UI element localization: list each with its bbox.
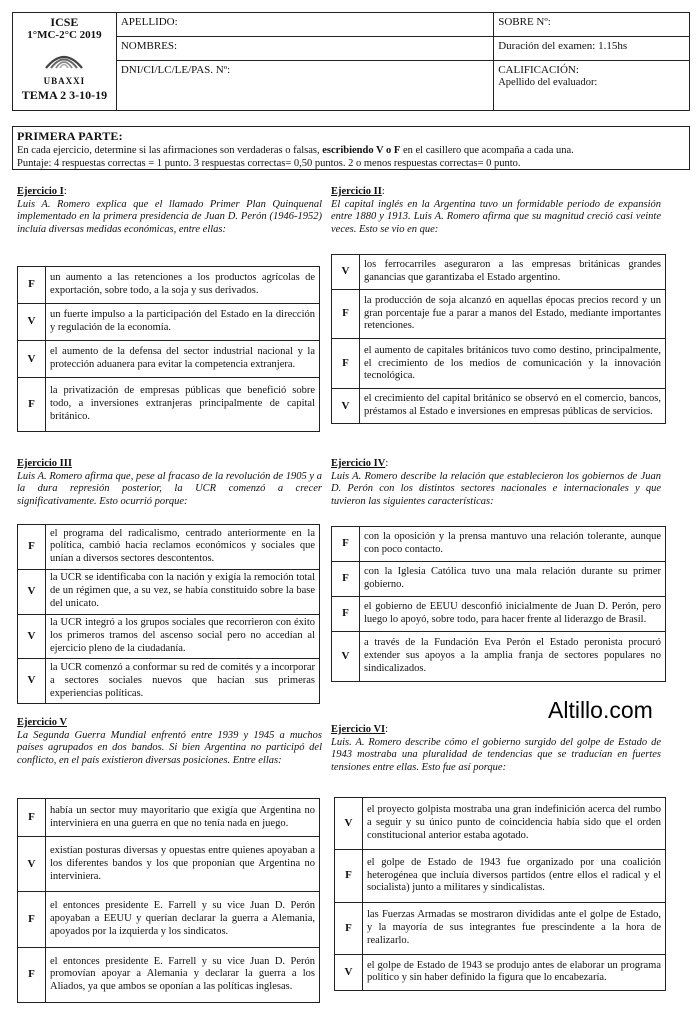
exercise-intro: La Segunda Guerra Mundial enfrentó entre 1939 y 1945 a muchos países agrupados en dos bandos. Si bien Argentina no participó del conflicto, en el país existieron diversas posiciones. Entre ellas: — [17, 729, 322, 766]
instructions-box — [12, 126, 690, 170]
site-watermark: Altillo.com — [548, 697, 653, 723]
answer-cell[interactable]: F — [332, 596, 360, 631]
statement-cell: con la oposición y la prensa mantuvo una relación tolerante, aunque con poco contacto. — [360, 527, 666, 562]
answer-cell[interactable]: V — [332, 631, 360, 681]
dni-field[interactable] — [116, 61, 493, 111]
apellido-label: APELLIDO: — [120, 16, 178, 28]
table-row — [335, 954, 666, 990]
answer-cell[interactable]: V — [18, 837, 46, 892]
answer-cell[interactable]: F — [332, 561, 360, 596]
statement-cell: la producción de soja alcanzó en aquellas épocas precios record y un gran porcentaje fue a parar a manos del Estado, mediante importantes retenciones. — [360, 289, 666, 339]
exercise-intro: Luis A. Romero explica que el llamado Primer Plan Quinquenal implementado en la primera presidencia de Juan D. Perón (1946-1952) incluía diversas medidas económicas, entre ellas: — [17, 198, 322, 235]
table-row — [18, 799, 320, 837]
table-row — [18, 614, 320, 659]
statement-cell: con la Iglesia Católica tuvo una mala relación durante su primer gobierno. — [360, 561, 666, 596]
exercise-title: Ejercicio II — [331, 186, 382, 197]
answer-cell[interactable]: V — [18, 341, 46, 378]
statement-cell: el programa del radicalismo, centrado anteriormente en la política, cambió hacia reclamos económicos y sociales que unían a diversos sectores descontentos. — [46, 525, 320, 570]
instructions-text-end: en el casillero que acompaña a cada una. — [400, 145, 574, 156]
answer-cell[interactable]: F — [18, 267, 46, 304]
statement-cell: los ferrocarriles aseguraron a las empresas británicas grandes ganancias que garantizaba el Estado argentino. — [360, 255, 666, 290]
statement-cell: las Fuerzas Armadas se mostraron divididas ante el golpe de Estado, y la mayoría de sus integrantes fue prescindente a la hora de realizarlo. — [363, 902, 666, 954]
table-row — [332, 255, 666, 290]
evaluador-label: Apellido del evaluador: — [498, 77, 598, 89]
statement-cell: había un sector muy mayoritario que exigía que Argentina no interviniera en una guerra en que no tenía nada en juego. — [46, 799, 320, 837]
table-row — [18, 378, 320, 432]
statement-cell: la UCR se identificaba con la nación y exigía la remoción total de un régimen que, a su vez, se había constituido sobre la base del unicato. — [46, 569, 320, 614]
table-row — [18, 947, 320, 1002]
answer-cell[interactable]: F — [335, 850, 363, 902]
statement-cell: un fuerte impulso a la participación del Estado en la dirección y regulación de la economía. — [46, 304, 320, 341]
exam-header — [12, 12, 690, 111]
exercise-6-table — [334, 797, 666, 991]
exercise-title: Ejercicio I — [17, 186, 64, 197]
exercise-1-header: Ejercicio I: Luis A. Romero explica que el llamado Primer Plan Quinquenal implementado en la primera presidencia de Juan D. Perón (1946-1952) incluía diversas medidas económicas, entre ellas: — [17, 186, 322, 235]
exercise-1-table — [17, 266, 320, 432]
exercise-2-header: Ejercicio II: El capital inglés en la Argentina tuvo un formidable periodo de expansión entre 1880 y 1913. Luis A. Romero afirma que su magnitud creció casi veinte veces. Esto se vio en que: — [331, 186, 661, 235]
statement-cell: existían posturas diversas y opuestas entre quienes apoyaban a los diferentes bandos y los que proponían que Argentina no interviniera. — [46, 837, 320, 892]
statement-cell: un aumento a las retenciones a los productos agrícolas de exportación, sobre todo, a la soja y sus derivados. — [46, 267, 320, 304]
table-row — [18, 304, 320, 341]
table-row — [18, 569, 320, 614]
nombres-field[interactable] — [116, 37, 493, 61]
exercise-2-table — [331, 254, 666, 424]
answer-cell[interactable]: F — [332, 289, 360, 339]
exercise-title: Ejercicio V — [17, 717, 68, 728]
statement-cell: la UCR comenzó a conformar su red de comités y a incorporar a sectores sociales nuevos que hacían sus primeras experiencias políticas. — [46, 659, 320, 704]
table-row — [335, 850, 666, 902]
brand-name: UBAXXI — [43, 75, 86, 86]
exercise-intro: El capital inglés en la Argentina tuvo un formidable periodo de expansión entre 1880 y 1913. Luis A. Romero afirma que su magnitud creció casi veinte veces. Esto se vio en que: — [331, 198, 661, 235]
institution-name: ICSE — [50, 15, 79, 29]
statement-cell: el aumento de la defensa del sector industrial nacional y la protección aduanera para evitar la competencia extranjera. — [46, 341, 320, 378]
table-row — [335, 798, 666, 850]
statement-cell: el golpe de Estado de 1943 fue organizado por una coalición heterogénea que incluía diversos partidos (entre ellos el radical y el socialista) junto a militares y sindicalistas. — [363, 850, 666, 902]
table-row — [18, 659, 320, 704]
exam-tema: TEMA 2 3-10-19 — [21, 88, 108, 103]
instructions-title: PRIMERA PARTE: — [17, 129, 123, 143]
answer-cell[interactable]: F — [18, 378, 46, 432]
table-row — [332, 389, 666, 424]
answer-cell[interactable]: F — [18, 892, 46, 947]
exercise-title: Ejercicio III — [17, 458, 72, 469]
answer-cell[interactable]: V — [335, 798, 363, 850]
statement-cell: el golpe de Estado de 1943 se produjo antes de elaborar un programa político y sin haber definido la figura que lo encabezaría. — [363, 954, 666, 990]
exercise-title: Ejercicio VI — [331, 724, 386, 735]
statement-cell: la UCR integró a los grupos sociales que recorrieron con éxito los primeros tramos del ascenso social pero no accedían al ejercicio pleno de la ciudadanía. — [46, 614, 320, 659]
statement-cell: a través de la Fundación Eva Perón el Estado peronista procuró extender sus apoyos a la amplia franja de sectores populares no sindicalizados. — [360, 631, 666, 681]
answer-cell[interactable]: F — [18, 525, 46, 570]
exercise-3-header — [17, 458, 322, 508]
answer-cell[interactable]: F — [332, 339, 360, 389]
statement-cell: el aumento de capitales británicos tuvo como destino, principalmente, el crecimiento de los medios de comunicación y la innovación tecnológica. — [360, 339, 666, 389]
answer-cell[interactable]: V — [18, 304, 46, 341]
dni-label: DNI/CI/LC/LE/PAS. Nº: — [120, 64, 231, 76]
table-row — [332, 596, 666, 631]
ubaxxi-logo-icon — [42, 46, 86, 74]
calificacion-label: CALIFICACIÓN: — [498, 64, 579, 76]
statement-cell: el gobierno de EEUU desconfió inicialmente de Juan D. Perón, pero luego lo apoyó, sobre todo, para hacer frente al liderazgo de Brasil. — [360, 596, 666, 631]
exercise-4-header: Ejercicio IV: Luis A. Romero describe la relación que establecieron los gobiernos de Juan D. Perón con los distintos sectores nacionales e internacionales y que tuvieron las siguientes características: — [331, 458, 661, 507]
table-row — [18, 837, 320, 892]
exercise-4-table — [331, 526, 666, 682]
table-row — [332, 527, 666, 562]
table-row — [332, 339, 666, 389]
answer-cell[interactable]: V — [335, 954, 363, 990]
exercise-intro: Luis A. Romero describe la relación que establecieron los gobiernos de Juan D. Perón con los distintos sectores nacionales e internacionales y que tuvieron las siguientes características: — [331, 470, 661, 507]
exercise-title: Ejercicio IV — [331, 458, 386, 469]
table-row — [332, 289, 666, 339]
table-row — [335, 902, 666, 954]
statement-cell: el entonces presidente E. Farrell y su vice Juan D. Perón promovían apoyar a Alemania y declarar la guerra a los Aliados, ya que ambos se oponían a las políticas inglesas. — [46, 947, 320, 1002]
answer-cell[interactable]: V — [18, 614, 46, 659]
answer-cell[interactable]: V — [332, 389, 360, 424]
answer-cell[interactable]: F — [335, 902, 363, 954]
table-row — [18, 267, 320, 304]
sobre-field[interactable] — [494, 13, 690, 37]
instructions-emphasis: escribiendo V o F — [322, 145, 401, 156]
exercise-5-header — [17, 717, 322, 767]
table-row — [18, 341, 320, 378]
duracion-label: Duración del examen: 1.15hs — [498, 40, 628, 52]
statement-cell: el entonces presidente E. Farrell y su vice Juan D. Perón apoyaban a EEUU y querían declarar la guerra a Alemania, apoyados por la izquierda y los sindicatos. — [46, 892, 320, 947]
statement-cell: la privatización de empresas públicas que benefició sobre todo, a inversiones extranjeras principalmente de capital británico. — [46, 378, 320, 432]
statement-cell: el crecimiento del capital británico se observó en el comercio, bancos, préstamos al Estado e inversiones en empresas públicas de servicios. — [360, 389, 666, 424]
exercise-intro: Luis. A. Romero describe cómo el gobierno surgido del golpe de Estado de 1943 mostraba una pluralidad de tendencias que se traducían en fuertes tensiones entre ellas. Esto fue así porque: — [331, 736, 661, 773]
instructions-line-1 — [17, 144, 685, 157]
table-row — [18, 892, 320, 947]
calificacion-field[interactable] — [494, 61, 690, 111]
exercise-3-table — [17, 524, 320, 704]
table-row — [332, 561, 666, 596]
duracion-cell — [494, 37, 690, 61]
exercise-intro: Luis A. Romero afirma que, pese al fracaso de la revolución de 1905 y a la dura represión posterior, la UCR comenzó a crecer significativamente. Esto ocurrió porque: — [17, 470, 322, 507]
answer-cell[interactable]: F — [18, 947, 46, 1002]
course-code: 1°MC-2°C 2019 — [27, 29, 102, 42]
statement-cell: el proyecto golpista mostraba una gran indefinición acerca del rumbo a seguir y su único punto de coincidencia había sido que el orden constitucional anterior estaba agotado. — [363, 798, 666, 850]
instructions-text: En cada ejercicio, determine si las afirmaciones son verdaderas o falsas, — [17, 145, 323, 156]
apellido-field[interactable] — [116, 13, 493, 37]
exercise-5-table — [17, 798, 320, 1003]
table-row — [18, 525, 320, 570]
table-row — [332, 631, 666, 681]
exercise-6-header: Ejercicio VI: Luis. A. Romero describe cómo el gobierno surgido del golpe de Estado de 1943 mostraba una pluralidad de tendencias que se traducían en fuertes tensiones entre ellas. Esto fue así porque: — [331, 724, 661, 773]
instructions-scoring: Puntaje: 4 respuestas correctas = 1 punto. 3 respuestas correctas= 0,50 puntos. 2 o menos respuestas correctas= 0 punto. — [17, 158, 521, 170]
sobre-label: SOBRE Nº: — [498, 16, 551, 28]
answer-cell[interactable]: V — [332, 255, 360, 290]
answer-cell[interactable]: V — [18, 569, 46, 614]
answer-cell[interactable]: V — [18, 659, 46, 704]
answer-cell[interactable]: F — [18, 799, 46, 837]
nombres-label: NOMBRES: — [120, 40, 178, 52]
answer-cell[interactable]: F — [332, 527, 360, 562]
institution-logo-cell — [13, 13, 117, 111]
